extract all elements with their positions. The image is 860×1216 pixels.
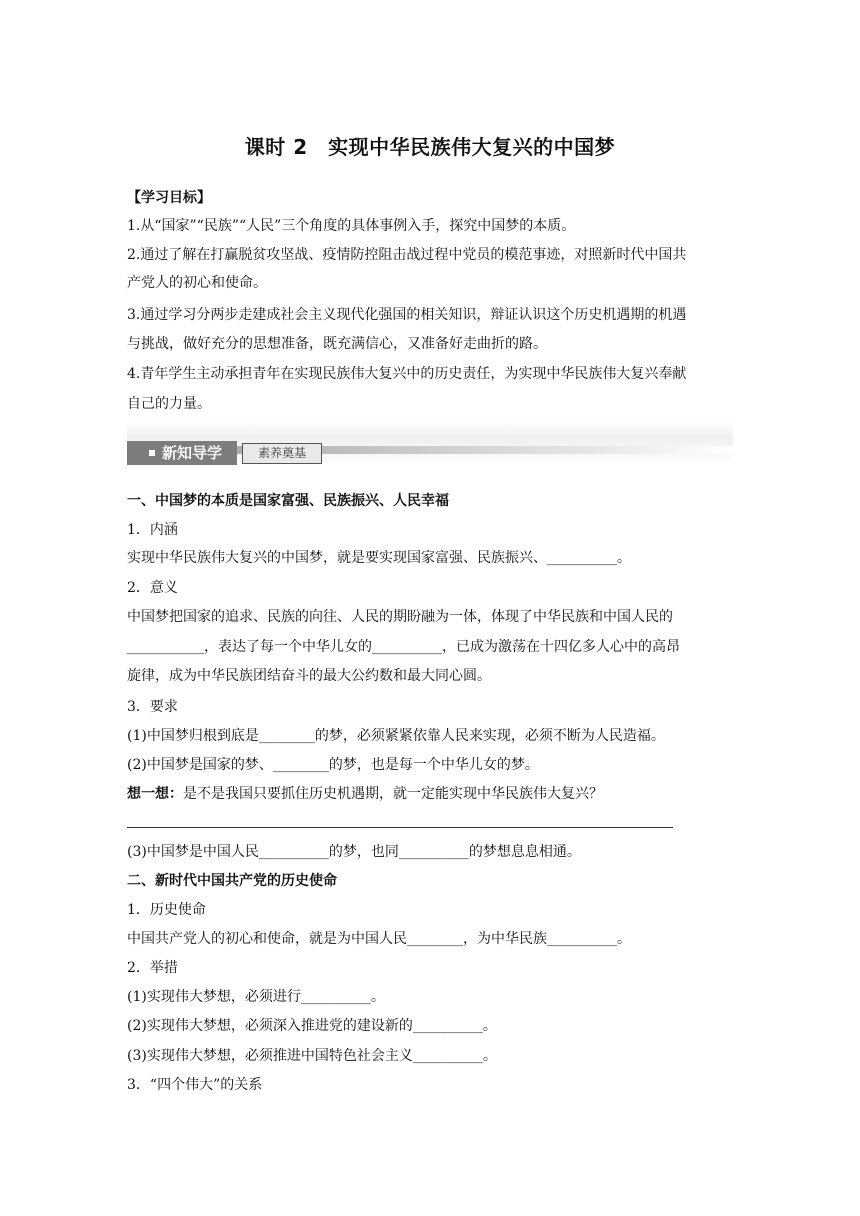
list-item: (2)中国梦是国家的梦、________的梦，也是每一个中华儿女的梦。 <box>127 757 539 773</box>
paragraph-line: 实现中华民族伟大复兴的中国梦，就是要实现国家富强、民族振兴、__________。 <box>127 550 631 566</box>
think-text: 是不是我国只要抓住历史机遇期，就一定能实现中华民族伟大复兴？ <box>183 786 603 802</box>
goal-line: 产党人的初心和使命。 <box>127 275 267 291</box>
paragraph-line: 中国共产党人的初心和使命，就是为中国人民________，为中华民族__________。 <box>127 931 631 947</box>
goal-line: 1.从“国家”“民族”“人民”三个角度的具体事例入手，探究中国梦的本质。 <box>127 218 576 234</box>
section2-heading: 二、新时代中国共产党的历史使命 <box>127 873 337 889</box>
goal-line: 2.通过了解在打赢脱贫攻坚战、疫情防控阻击战过程中党员的模范事迹，对照新时代中国共 <box>127 247 687 263</box>
subsection-title: 1．内涵 <box>127 522 178 538</box>
subsection-title: 2．意义 <box>127 580 178 596</box>
list-item: (3)中国梦是中国人民__________的梦，也同__________的梦想息息相通。 <box>127 844 581 860</box>
banner-sub-label: 素养奠基 <box>242 443 322 464</box>
list-item: (1)中国梦归根到底是________的梦，必须紧紧依靠人民来实现，必须不断为人民造福。 <box>127 728 665 744</box>
goal-line: 4.青年学生主动承担青年在实现民族伟大复兴中的历史责任，为实现中华民族伟大复兴奉献 <box>127 366 687 382</box>
subsection-title: 1．历史使命 <box>127 902 206 918</box>
goal-line: 自己的力量。 <box>127 396 211 412</box>
banner-tab <box>127 441 237 465</box>
subsection-title: 3．要求 <box>127 699 178 715</box>
think-question <box>127 784 603 804</box>
list-item: (1)实现伟大梦想，必须进行__________。 <box>127 989 385 1005</box>
page-title: 课时 2 实现中华民族伟大复兴的中国梦 <box>244 135 616 159</box>
subsection-title: 3．“四个伟大”的关系 <box>127 1077 263 1093</box>
paragraph-line: 中国梦把国家的追求、民族的向往、人民的期盼融为一体，体现了中华民族和中国人民的 <box>127 609 673 625</box>
section1-heading: 一、中国梦的本质是国家富强、民族振兴、人民幸福 <box>127 493 449 509</box>
banner-main-label: 新知导学 <box>162 444 223 462</box>
list-item: (3)实现伟大梦想，必须推进中国特色社会主义__________。 <box>127 1048 497 1064</box>
goal-line: 3.通过学习分两步走建成社会主义现代化强国的相关知识，辩证认识这个历史机遇期的机遇 <box>127 307 687 323</box>
square-bullet-icon <box>149 450 155 456</box>
answer-line <box>127 827 673 828</box>
goal-line: 与挑战，做好充分的思想准备，既充满信心，又准备好走曲折的路。 <box>127 336 547 352</box>
paragraph-line: ___________，表达了每一个中华儿女的__________，已成为激荡在十四亿多人心中的高昂 <box>127 639 680 655</box>
goals-heading: 【学习目标】 <box>127 190 211 206</box>
list-item: (2)实现伟大梦想，必须深入推进党的建设新的__________。 <box>127 1018 497 1034</box>
subsection-title: 2．举措 <box>127 960 178 976</box>
paragraph-line: 旋律，成为中华民族团结奋斗的最大公约数和最大同心圆。 <box>127 668 491 684</box>
think-label: 想一想： <box>127 786 183 802</box>
